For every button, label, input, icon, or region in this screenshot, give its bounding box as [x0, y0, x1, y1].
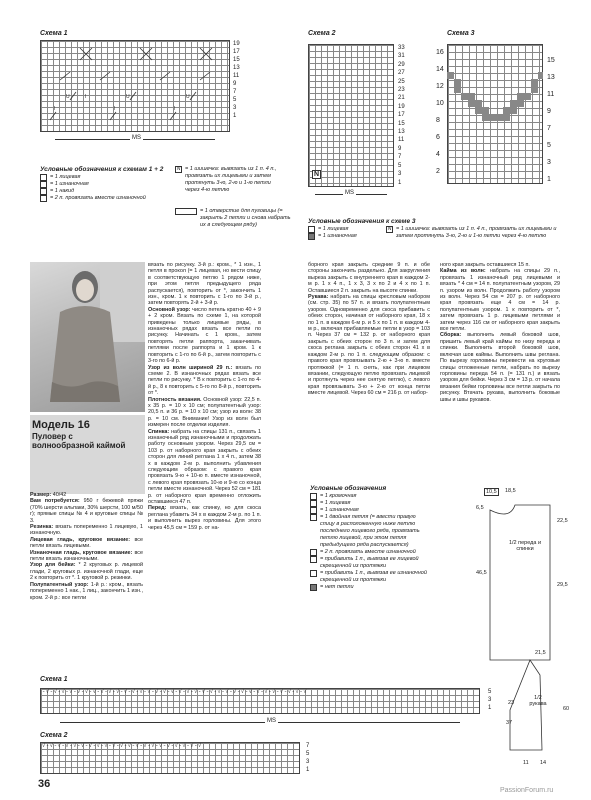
- pattern-label-7: 21,5: [535, 650, 546, 656]
- col3-p1: Рукава: набрать на спицы кресловым набором (см. стр. 35) по 57 п. и вязать полупатентным узором. Одновременно для скоса прибавить с обеих сторон, начиная от наборного края, 18 x по 1 п. в каждом 6-м р. и 5 x по 1 п. в каждом 4-м р., включая прибавляемые петли в узор = 103 п. Через 37 см = 132 р. от наборного края закрыть с обеих сторон по 3 п. и затем для скоса реглана закрыть с обеих сторон 41 x в каждом 2-м р. по 1 п. следующим образом: с правого края провязывать 2-ю + 3-ю п. вместе протяжкой (= 1 п. снять, как при лицевом вязании, следующую петлю провязать лицевой и протянуть через нее снятую петлю), с левого края провязывать 3-ю + 2-ю от конца петли вместе лицевой. Через 60 см = 216 р. от набор-: [308, 294, 430, 397]
- scheme3-right-numbers: 15 13 11 9 7 5 3 1: [547, 57, 555, 183]
- legend3-bobble: N = 1 шишечка: вывязать из 1 п. 4 п., провязать их лицевыми и затем протянуть 3-ю, 2-ю и 1-ю петли через 4-ю петлю: [387, 226, 557, 239]
- pattern-label-5: 29,5: [557, 582, 568, 588]
- legend-inc-purl: = прибавить 1 п., вывязав ее изнаночной скрещенной из протяжки: [310, 570, 428, 584]
- legend3-title: Условные обозначения к схеме 3: [308, 218, 416, 225]
- model-number: Модель 16: [32, 419, 90, 431]
- legend-schemes-1-2: [40, 166, 170, 202]
- col4-p0: ного края закрыть оставшиеся 15 п.: [440, 262, 530, 268]
- site-watermark: PassionForum.ru: [500, 787, 554, 794]
- bottom-scheme1-symbols: -√-√-√-√-√-√-√-√-√-√-√-√-√-√-√-√-√-√-√-√-√-√-√-√-√-√-√-√-√-√-√-√-√-√: [42, 689, 308, 695]
- model-subtitle: Пуловер с волнообразной каймой: [32, 432, 126, 450]
- p2tog-box-icon: [310, 549, 317, 556]
- scheme3-left-numbers: 16 14 12 10 8 6 4 2: [436, 49, 444, 175]
- col1-p0: Размер: 40/42: [30, 492, 67, 498]
- col4-p2: Сборка: выполнить левый боковой шов, пришить левый край каймы по низу переда и спинки. Выполнить второй боковой шов, включая шов каймы. Выполнить швы реглана. По вырезу горловины перевести на круговые спицы отложенные петли, набрать по вырезу горловины переда 54 п. (= 131 п.) и вязать узором для бейки. Через 3 см = 13 р. от начала вязания бейки горловины все петли закрыть по рисунку. Втачать рукава, выполнить боковые швы и швы рукавов.: [440, 332, 560, 403]
- pattern-label-12: 11: [523, 760, 529, 766]
- legend-bottom: [310, 485, 428, 591]
- svg-text:U: U: [186, 94, 190, 100]
- svg-text:U: U: [126, 94, 130, 100]
- pattern-label-4: 46,5: [476, 570, 487, 576]
- legend12-yarnover: = 1 накид: [40, 188, 170, 195]
- legend-knit: = 1 лицевая: [310, 500, 428, 507]
- svg-text:I: I: [85, 94, 87, 100]
- page-number: 36: [38, 778, 51, 790]
- bobble-box-icon: N: [176, 166, 181, 172]
- bottom-scheme1-ms-label: MS: [267, 718, 276, 724]
- pattern-label-8: 1/2 рукава: [529, 695, 547, 707]
- legend3-knit: = 1 лицевая: [308, 226, 428, 233]
- legend3-purl: = 1 изнаночная: [308, 233, 428, 240]
- col2-p0: вязать по рисунку. 3-й р.: кром., * 1 изн., 1 петля в прокол (= 1 лицевая, но вести спицу в соответствующую петлю 1 рядом ниже, при этом петля предыдущего ряда распускается), повторить от *, закончить 1 изн., кром. 1 к повторить с 1-го по 3-й р., затем повторять 2-й + 3-й р.: [148, 262, 261, 307]
- legend12-purl: = 1 изнаночная: [40, 181, 170, 188]
- scheme1-symbols: [40, 40, 230, 132]
- legend-p2tog: = 2 п. провязать вместе изнаночной: [310, 549, 428, 556]
- col1-p6: Полупатентный узор: 1-й р.: кром., вязать попеременно 1 нак., 1 лиц., закончить 1 изн., кром. 2-й р.: все петли: [30, 581, 143, 601]
- col4-p1: Кайма из волн: набрать на спицы 29 п., провязать 1 изнаночный ряд лицевыми и вязать * 4 см = 14 п. полупатентным узором, 29 п. узором из волн. Продолжить работу узором из волн. Через 54 см = 207 р. от наборного края провязать еще 4 см = 14 р. полупатентным узором. 1 к повторить от *, затем провязать 1 р. лицевыми петлями и затем через 116 см от наборного края закрыть все петли.: [440, 268, 560, 333]
- col3-p0: борного края закрыть средние 9 п. и обе стороны закончить раздельно. Для закругления выреза закрыть с внутреннего края в каждом 2-м р. 1 x 4 п., 1 x 3, 3 x по 2 и 4 x по 1 п. Оставшиеся 2 п. закрыть на высоте спинки.: [308, 262, 430, 294]
- svg-text:I: I: [114, 106, 116, 112]
- bottom-scheme2-symbols: √-√-√-√-√-√-√-√-√-√-√-√-√-√-√-√-√-√-√-√-√: [42, 743, 202, 749]
- scheme3-title: Схема 3: [447, 30, 475, 37]
- col1-p3: Лицевая гладь, круговое вязание: все петли вязать лицевыми.: [30, 536, 143, 550]
- text-column-3: [308, 262, 430, 397]
- legend-purl: = 1 изнаночная: [310, 507, 428, 514]
- knit-box-icon: [310, 500, 317, 507]
- pattern-label-9: 23: [508, 700, 515, 706]
- col2-p5: Перед: вязать, как спинку, но для скоса реглана убавить 34 x в каждом 2-м р. по 1 п. и выполнить вырез горловины. Для этого через 45,5 см = 159 р. от на-: [148, 505, 261, 531]
- col1-p4: Изнаночная гладь, круговое вязание: все петли вязать изнаночными.: [30, 549, 143, 563]
- legend12-title: Условные обозначения к схемам 1 + 2: [40, 166, 164, 173]
- legend12-k2tog: = 2 п. провязать вместе изнаночной: [40, 195, 170, 202]
- legend-edge: = 1 кромочная: [310, 493, 428, 500]
- scheme2-row-numbers: 33 31 29 27 25 23 21 19 17 15 13 11 9 7 5 3 1: [398, 45, 405, 186]
- scheme2-ms-label: MS: [345, 190, 354, 196]
- legend12-buttonhole: = 1 отверстие для пуговицы (= закрыть 2 петли и снова набрать их в следующем ряду): [175, 208, 295, 229]
- svg-text:U: U: [66, 94, 70, 100]
- scheme2-grid: [308, 44, 394, 187]
- svg-text:I: I: [54, 106, 56, 112]
- k2tog-box-icon: [40, 195, 47, 202]
- purl-box-icon: [40, 181, 47, 188]
- col1-p2: Резинка: вязать попеременно 1 лицевую, 1 изнаночную.: [30, 524, 143, 537]
- legend-inc-knit: = прибавить 1 п., вывязав ее лицевой скрещенной из протяжки: [310, 556, 428, 570]
- pattern-label-10: 60: [563, 706, 570, 712]
- bottom-scheme1-row-numbers: 5 3 1: [488, 689, 492, 711]
- no-stitch-box-icon: [310, 584, 317, 591]
- col1-p1: Вам потребуется: 950 г бежевой пряжи (70% шерсти альпаки, 30% шерсти, 100 м/50 г); прямые спицы № 4 и круговые спицы № 3.: [30, 498, 143, 524]
- scheme1-title: Схема 1: [40, 30, 68, 37]
- text-column-4: [440, 262, 560, 403]
- bottom-scheme1-title: Схема 1: [40, 676, 68, 683]
- legend-no-stitch: = нет петли: [310, 584, 428, 591]
- col1-p5: Узор для бейки: * 2 круговых р. лицевой глади, 2 круговых р. изнаночной глади, еще 2 к повторить от *. 1 круговой р. резинки.: [30, 562, 143, 582]
- yarnover-box-icon: [40, 188, 47, 195]
- edge-box-icon: [310, 493, 317, 500]
- scheme2-n-symbol: N: [314, 171, 320, 178]
- text-column-1: [30, 492, 143, 601]
- purl-box-icon: [310, 507, 317, 514]
- inc-purl-box-icon: [310, 570, 317, 577]
- knit-box-icon: [40, 174, 47, 181]
- scheme1-ms-label: MS: [132, 135, 141, 141]
- legend-double-stitch: = 1 двойная петля (= ввести правую спицу в расположенную ниже петлю последнего лицевого ряда, провязать петлю лицевой, при этом петля предыдущего ряда распускается): [310, 514, 428, 549]
- model-title-box: [30, 412, 145, 494]
- pattern-label-2: 6,5: [476, 505, 484, 511]
- pattern-label-3: 22,5: [557, 518, 568, 524]
- pattern-label-0: 10,5: [486, 489, 497, 495]
- pattern-label-13: 14: [540, 760, 547, 766]
- double-stitch-box-icon: [310, 514, 317, 521]
- bottom-scheme1-ms-line: [60, 722, 460, 723]
- col2-p2: Узор из волн шириной 29 п.: вязать по схеме 2. В изнаночных рядах вязать все петли по рисунку. * В к повторить с 1-го по 4-й р., 8 к повторить с 5-го по 8-й р., повторить от *.: [148, 364, 261, 397]
- inc-knit-box-icon: [310, 556, 317, 563]
- knit-box-icon: [308, 226, 315, 233]
- model-figure-image: [30, 262, 145, 412]
- col2-p1: Основной узор: число петель кратно 40 + 9 + 2 кром. Вязать по схеме 1, на которой приведены только лицевые ряды, в изнаночных рядах вязать все петли по рисунку. Начинать с 1 кром., затем повторять петли раппорта, заканчивать петлями после раппорта и 1 кром. 1 к повторить с 1-го по 6-й р., затем повторить с 3-го по 6-й р.: [148, 306, 261, 365]
- bobble-box-icon: N: [387, 226, 392, 232]
- body-pattern-outline: [490, 505, 550, 660]
- col2-p3: Плотность вязания. Основной узор: 22,5 п. x 35 р. = 10 x 10 см; полупатентный узор: 20,5 п. и 36 р. = 10 x 10 см; узор из волн: 38 р. = 10 см. Внимание! Узор из волн был измерен после отделки изделия.: [148, 396, 261, 429]
- pattern-label-6: 1/2 переда и спинки: [508, 540, 542, 552]
- svg-text:I: I: [174, 106, 176, 112]
- scheme2-title: Схема 2: [308, 30, 336, 37]
- buttonhole-box-icon: [175, 208, 197, 215]
- pattern-label-11: 37: [506, 720, 513, 726]
- text-column-2: [148, 262, 261, 531]
- col2-p4: Спинка: набрать на спицы 131 п., связать 1 изнаночный ряд изнаночными и продолжать работу основным узором. Через 29,5 см = 103 р. от наборного края закрыть с обеих сторон для линий реглана 1 x 4 п., затем 38 x в каждом 2-м р. выполнить убавления следующим образом: с правого края провязать 9-ю + 10-ю п. вместе изнаночной, с левого края провязать 10-ю и 9-ю со конца петли вместе изнаночной. Через 52 см = 181 р. от наборного края временно отложить оставшиеся 47 п.: [148, 428, 261, 506]
- bottom-scheme2-row-numbers: 7 5 3 1: [306, 743, 310, 773]
- legend-bottom-title: Условные обозначения: [310, 485, 387, 492]
- purl-box-icon: [308, 233, 315, 240]
- scheme1-row-numbers: 19 17 15 13 11 9 7 5 3 1: [233, 41, 240, 119]
- pattern-label-1: 18,5: [505, 488, 516, 494]
- bottom-scheme2-title: Схема 2: [40, 732, 68, 739]
- legend12-bobble: N = 1 шишечка: вывязать из 1 п. 4 п., провязать их лицевыми и затем протянуть 3-ю, 2-ю и 1-ю петли через 4-ю петлю: [176, 166, 277, 193]
- scheme3-wave-shading: [447, 44, 543, 184]
- model-photo: [30, 262, 145, 412]
- legend12-knit: = 1 лицевая: [40, 174, 170, 181]
